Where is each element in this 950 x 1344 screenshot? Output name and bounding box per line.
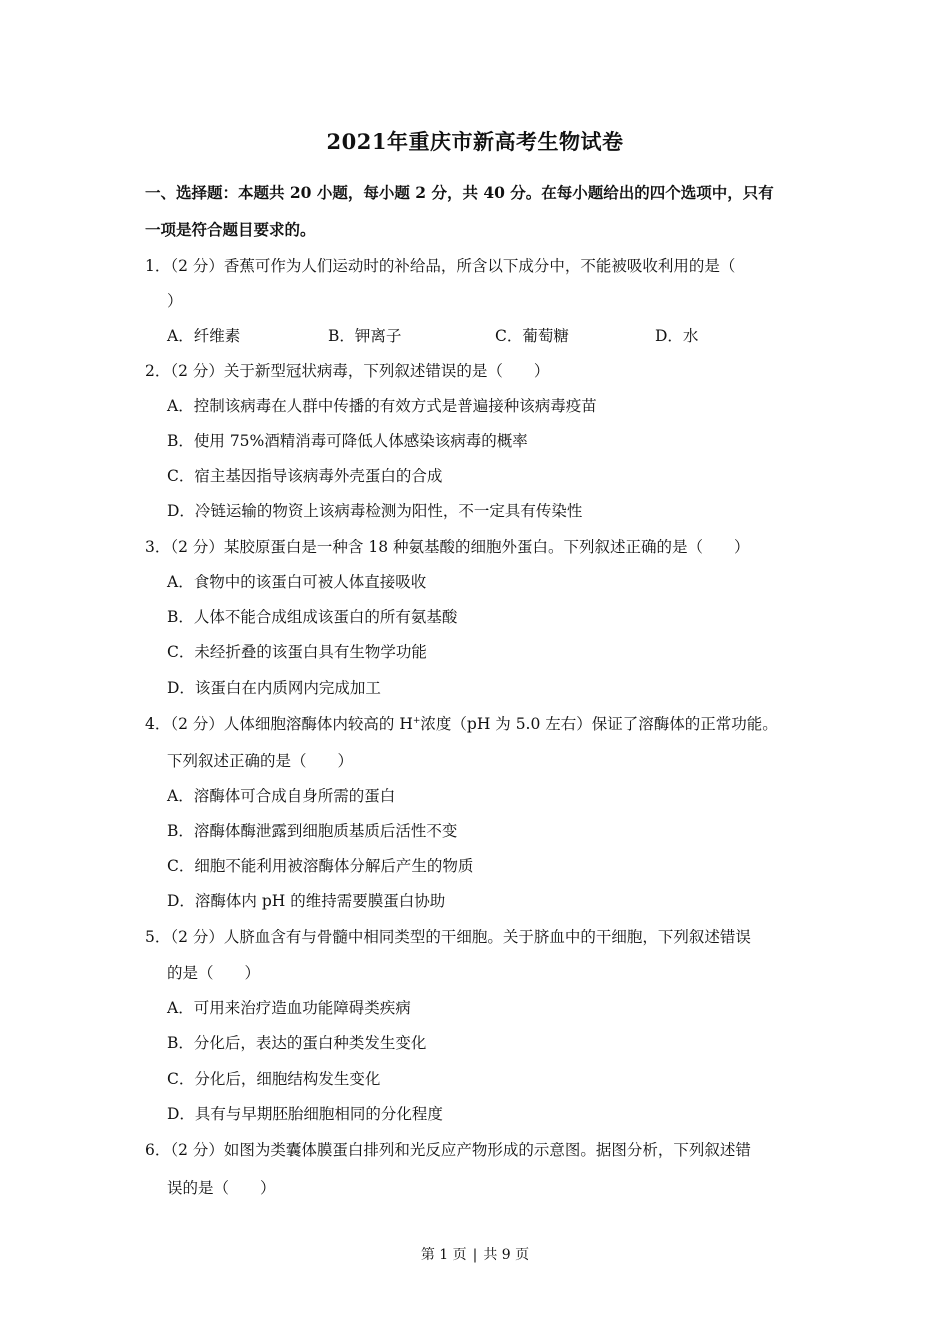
question-3-stem: 3．（2 分）某胶原蛋白是一种含 18 种氨基酸的细胞外蛋白。下列叙述正确的是（ ） <box>145 538 750 556</box>
question-1-stem-cont: ） <box>167 292 183 310</box>
question-5-option-d: D．具有与早期胚胎细胞相同的分化程度 <box>167 1105 443 1123</box>
question-4-option-d: D．溶酶体内 pH 的维持需要膜蛋白协助 <box>167 892 446 910</box>
question-2-option-c: C．宿主基因指导该病毒外壳蛋白的合成 <box>167 467 443 485</box>
question-4-option-a: A．溶酶体可合成自身所需的蛋白 <box>167 787 396 805</box>
question-3-option-a: A．食物中的该蛋白可被人体直接吸收 <box>167 573 427 591</box>
question-2-option-d: D．冷链运输的物资上该病毒检测为阳性，不一定具有传染性 <box>167 502 583 520</box>
page-title: 2021年重庆市新高考生物试卷 <box>326 129 624 154</box>
question-1-option-c: C．葡萄糖 <box>495 327 569 345</box>
question-5-stem: 5．（2 分）人脐血含有与骨髓中相同类型的干细胞。关于脐血中的干细胞，下列叙述错误 <box>145 928 751 946</box>
footer-page-number: 第 1 页 <box>420 1247 467 1263</box>
question-5-option-b: B．分化后，表达的蛋白种类发生变化 <box>167 1034 427 1052</box>
question-6-stem-cont: 误的是（ ） <box>167 1179 276 1197</box>
page-footer <box>0 1244 950 1264</box>
question-3-option-c: C．未经折叠的该蛋白具有生物学功能 <box>167 643 427 661</box>
question-2-stem: 2．（2 分）关于新型冠状病毒，下列叙述错误的是（ ） <box>145 362 550 380</box>
question-2-option-a: A．控制该病毒在人群中传播的有效方式是普遍接种该病毒疫苗 <box>167 397 597 415</box>
question-4-superscript: + <box>412 715 421 726</box>
question-6-stem: 6．（2 分）如图为类囊体膜蛋白排列和光反应产物形成的示意图。据图分析，下列叙述错 <box>145 1141 751 1159</box>
question-4-stem-part-2: 浓度（pH 为 5.0 左右）保证了溶酶体的正常功能。 <box>420 715 778 733</box>
section-instruction-line-2: 一项是符合题目要求的。 <box>145 220 316 239</box>
question-5-stem-cont: 的是（ ） <box>167 964 261 982</box>
question-1-option-b: B．钾离子 <box>328 327 402 345</box>
footer-total-pages: 共 9 页 <box>483 1247 530 1263</box>
question-4-stem <box>145 713 778 735</box>
question-4-option-b: B．溶酶体酶泄露到细胞质基质后活性不变 <box>167 822 458 840</box>
question-1-option-a: A．纤维素 <box>167 327 241 345</box>
question-5-option-c: C．分化后，细胞结构发生变化 <box>167 1070 381 1088</box>
question-3-option-d: D．该蛋白在内质网内完成加工 <box>167 679 381 697</box>
footer-separator: | <box>472 1247 478 1263</box>
question-5-option-a: A．可用来治疗造血功能障碍类疾病 <box>167 999 411 1017</box>
question-4-stem-cont: 下列叙述正确的是（ ） <box>167 752 354 770</box>
question-1-stem: 1．（2 分）香蕉可作为人们运动时的补给品，所含以下成分中，不能被吸收利用的是（ <box>145 257 736 275</box>
section-instruction-line-1: 一、选择题：本题共 20 小题，每小题 2 分，共 40 分。在每小题给出的四个选项中，只有 <box>145 183 774 202</box>
question-2-option-b: B．使用 75%酒精消毒可降低人体感染该病毒的概率 <box>167 432 528 450</box>
question-3-option-b: B．人体不能合成组成该蛋白的所有氨基酸 <box>167 608 458 626</box>
question-4-option-c: C．细胞不能利用被溶酶体分解后产生的物质 <box>167 857 474 875</box>
question-4-stem-part-1: 4．（2 分）人体细胞溶酶体内较高的 H <box>145 715 413 733</box>
question-1-option-d: D．水 <box>655 327 699 345</box>
